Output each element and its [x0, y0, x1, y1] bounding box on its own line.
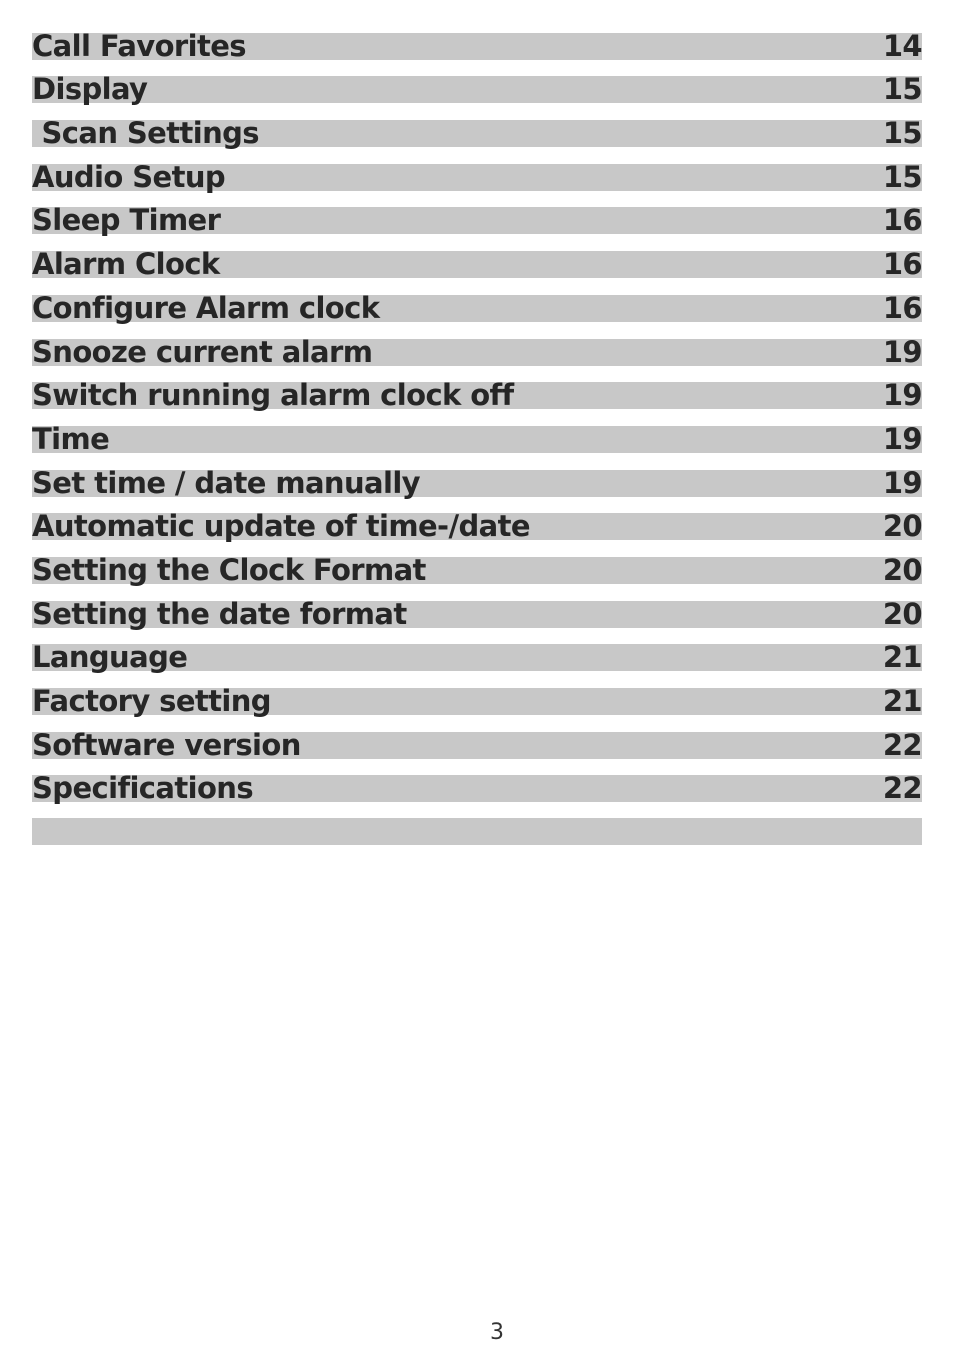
toc-entry-page: 16 [882, 290, 922, 325]
toc-entry-page: 22 [882, 771, 922, 806]
page-number: 3 [490, 1320, 504, 1345]
toc-entry-snooze-current-alarm[interactable] [32, 334, 922, 378]
toc-entry-language[interactable] [32, 640, 922, 684]
toc-entry-page: 16 [882, 247, 922, 282]
toc-entry-configure-alarm-clock[interactable] [32, 290, 922, 334]
toc-entry-page: 19 [882, 334, 922, 369]
toc-entry-specifications[interactable] [32, 771, 922, 815]
toc-entry-automatic-update[interactable] [32, 509, 922, 553]
toc-entry-factory-setting[interactable] [32, 683, 922, 727]
toc-entry-page: 20 [882, 552, 922, 587]
toc-entry-title: Automatic update of time-/date [32, 509, 530, 544]
toc-entry-page: 16 [882, 203, 922, 238]
toc-entry-page: 15 [882, 159, 922, 194]
toc-entry-title: Switch running alarm clock off [32, 378, 514, 413]
toc-entry-page: 15 [882, 72, 922, 107]
toc-entry-page: 21 [882, 684, 922, 718]
toc-entry-call-favorites[interactable] [32, 28, 922, 72]
toc-entry-title: Scan Settings [32, 116, 259, 151]
toc-entry-scan-settings[interactable] [32, 115, 922, 159]
toc-entry-title: Language [32, 640, 188, 675]
toc-entry-software-version[interactable] [32, 727, 922, 771]
toc-entry-display[interactable] [32, 72, 922, 116]
toc-entry-audio-setup[interactable] [32, 159, 922, 203]
toc-entry-title: Snooze current alarm [32, 334, 373, 369]
toc-entry-title: Software version [32, 727, 301, 762]
toc-entry-page: 21 [882, 640, 922, 675]
toc-entry-date-format[interactable] [32, 596, 922, 640]
toc-entry-page: 14 [882, 28, 922, 63]
toc-entry-title: Setting the date format [32, 596, 407, 631]
toc-entry-switch-alarm-off[interactable] [32, 378, 922, 422]
toc-entry-page: 22 [882, 727, 922, 762]
toc-entry-time[interactable] [32, 421, 922, 465]
toc-entry-set-time-date[interactable] [32, 465, 922, 509]
toc-row-bar [32, 426, 922, 453]
toc-entry-title: Factory setting [32, 684, 271, 718]
toc-entry-sleep-timer[interactable] [32, 203, 922, 247]
toc-entry-alarm-clock[interactable] [32, 246, 922, 290]
toc-entry-page: 19 [882, 465, 922, 500]
toc-row-bar [32, 76, 922, 103]
toc-entry-page: 20 [882, 509, 922, 544]
toc-entry-title: Setting the Clock Format [32, 552, 426, 587]
toc-entry-title: Alarm Clock [32, 247, 220, 282]
toc-entry-page: 19 [882, 421, 922, 456]
toc-entry-title: Configure Alarm clock [32, 290, 380, 325]
empty-toc-bar [32, 818, 922, 845]
toc-entry-clock-format[interactable] [32, 552, 922, 596]
toc-entry-page: 20 [882, 596, 922, 631]
toc-entry-title: Display [32, 72, 148, 107]
toc-entry-title: Call Favorites [32, 28, 246, 63]
toc-entry-page: 15 [882, 116, 922, 151]
toc-entry-title: Specifications [32, 771, 253, 806]
toc-entry-title: Set time / date manually [32, 465, 420, 500]
table-of-contents [32, 28, 922, 814]
toc-entry-title: Audio Setup [32, 159, 226, 194]
toc-entry-title: Time [32, 421, 110, 456]
toc-entry-title: Sleep Timer [32, 203, 221, 238]
toc-entry-page: 19 [882, 378, 922, 413]
